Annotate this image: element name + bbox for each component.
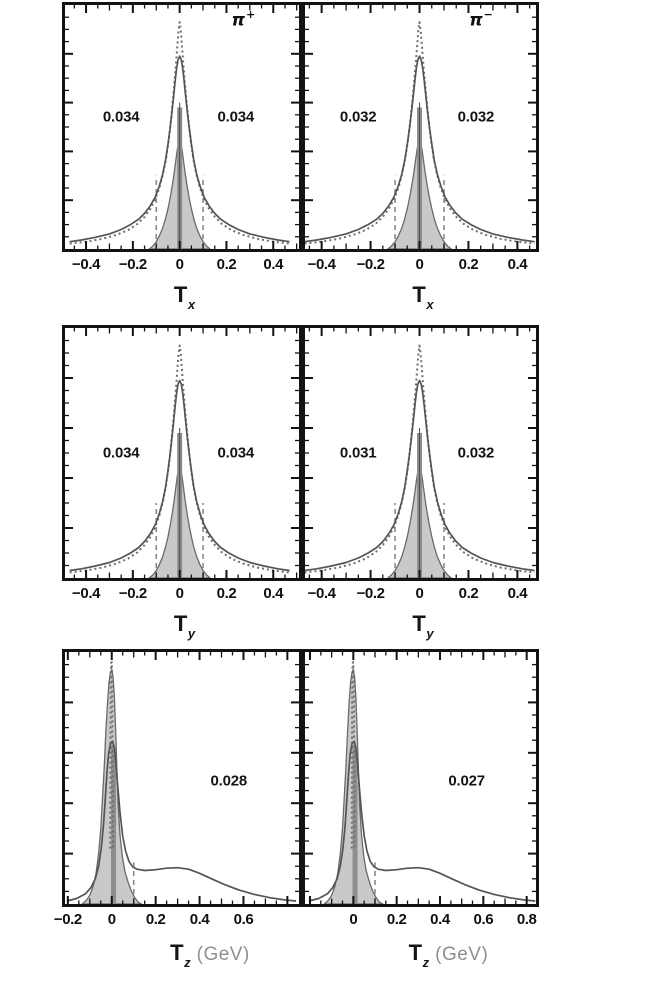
x-tick-label: 0.2 — [458, 256, 479, 273]
x-tick-label: 0.2 — [386, 911, 407, 928]
x-tick-label: 0.4 — [507, 256, 528, 273]
x-tick-label: −0.2 — [53, 911, 82, 928]
resolution-value-label: 0.032 — [457, 108, 495, 126]
x-axis-title-tx-pi-plus — [173, 282, 196, 313]
resolution-value-label: 0.032 — [457, 444, 495, 462]
axis-subscript: x — [187, 297, 196, 313]
x-tick-label: 0 — [175, 585, 184, 602]
x-tick-label: 0 — [107, 911, 116, 928]
ty-pi-plus-canvas — [65, 328, 299, 578]
x-tick-label: 0.4 — [430, 911, 450, 928]
x-tick-label: 0.4 — [189, 911, 210, 928]
panel-tz-pi-plus — [62, 649, 302, 907]
axis-subscript: y — [426, 626, 434, 642]
resolution-value-label: 0.034 — [102, 444, 140, 462]
pi-symbol: π — [231, 11, 245, 32]
panel-ty-pi-plus — [62, 325, 302, 581]
x-axis-title-ty-pi-plus — [173, 611, 196, 642]
x-axis-title-tz-pi-plus — [170, 940, 250, 971]
tz-pi-minus-canvas — [305, 652, 536, 904]
x-tick-label: −0.4 — [307, 585, 336, 602]
x-tick-label: 0.2 — [145, 911, 166, 928]
panel-title-tx-pi-plus — [231, 9, 254, 31]
panel-ty-pi-minus — [302, 325, 539, 581]
axis-variable: T — [170, 940, 184, 965]
resolution-value-label: 0.032 — [339, 108, 377, 126]
x-tick-label: 0.6 — [233, 911, 254, 928]
x-axis-title-tx-pi-minus — [412, 282, 434, 313]
resolution-value-label: 0.034 — [217, 108, 255, 126]
panel-title-tx-pi-minus — [469, 9, 492, 31]
x-axis-title-ty-pi-minus — [412, 611, 434, 642]
charge-sign: − — [483, 8, 493, 22]
panel-tx-pi-plus — [62, 2, 302, 252]
tx-pi-minus-canvas — [305, 5, 536, 249]
axis-variable: T — [412, 282, 426, 307]
resolution-value-label: 0.027 — [448, 772, 485, 790]
x-tick-label: −0.2 — [356, 256, 385, 273]
x-tick-label: −0.4 — [307, 256, 336, 273]
x-tick-label: 0 — [175, 256, 184, 273]
axis-variable: T — [173, 282, 187, 307]
axis-variable: T — [412, 611, 426, 636]
axis-variable: T — [173, 611, 187, 636]
axis-subscript: y — [187, 626, 196, 642]
x-tick-label: 0 — [349, 911, 358, 928]
axis-variable: T — [408, 940, 422, 965]
x-tick-label: −0.4 — [72, 585, 101, 602]
resolution-value-label: 0.034 — [217, 444, 255, 462]
x-axis-title-tz-pi-minus — [408, 940, 489, 971]
resolution-value-label: 0.031 — [339, 444, 377, 462]
resolution-value-label: 0.034 — [102, 108, 140, 126]
axis-subscript: z — [422, 955, 430, 971]
x-tick-label: −0.2 — [118, 256, 147, 273]
x-tick-label: −0.4 — [72, 256, 101, 273]
x-tick-label: 0.2 — [216, 256, 237, 273]
x-tick-label: 0.2 — [458, 585, 479, 602]
x-tick-label: 0 — [415, 585, 424, 602]
x-tick-label: 0.6 — [473, 911, 494, 928]
x-tick-label: 0 — [415, 256, 424, 273]
axis-unit: (GeV) — [196, 944, 250, 965]
x-tick-label: 0.4 — [263, 256, 284, 273]
axis-subscript: x — [426, 297, 434, 313]
x-tick-label: −0.2 — [356, 585, 385, 602]
tx-pi-plus-canvas — [65, 5, 299, 249]
pi-symbol: π — [469, 11, 483, 32]
panel-tx-pi-minus — [302, 2, 539, 252]
charge-sign: + — [245, 8, 256, 22]
axis-subscript: z — [184, 955, 191, 971]
x-tick-label: 0.2 — [216, 585, 237, 602]
x-tick-label: 0.4 — [263, 585, 284, 602]
panel-tz-pi-minus — [302, 649, 539, 907]
x-tick-label: 0.8 — [516, 911, 537, 928]
x-tick-label: −0.2 — [118, 585, 147, 602]
tz-pi-plus-canvas — [65, 652, 299, 904]
resolution-value-label: 0.028 — [210, 772, 248, 790]
x-tick-label: 0.4 — [507, 585, 528, 602]
axis-unit: (GeV) — [435, 944, 489, 965]
